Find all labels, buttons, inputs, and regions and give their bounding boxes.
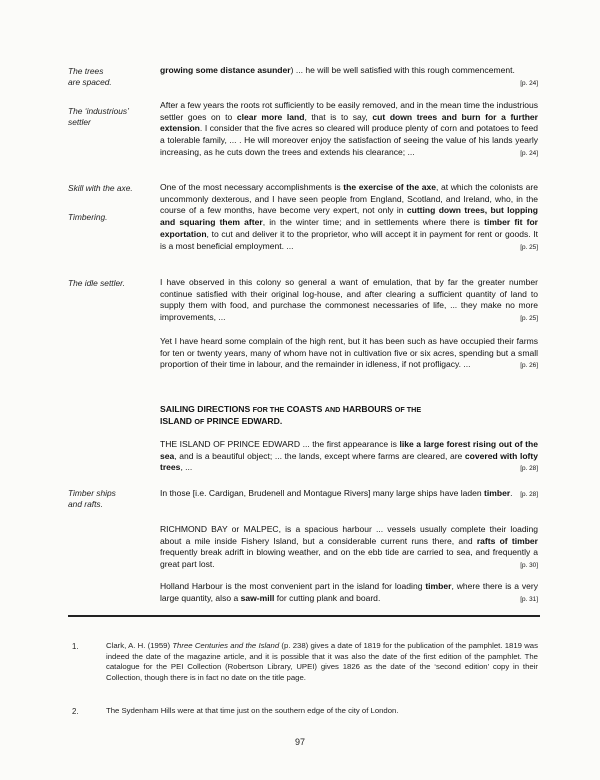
text-run: , at which the colonists are uncommonly dexterous, and I have seen people from England, Scotland, and Ireland, who, in the course of a few months, have become very expert, not only in [160,182,538,216]
text-run: , to cut and deliver it to the proprietor, who will accept it in payment for rent or goods. It is a most beneficial employment. ... [160,228,538,251]
paragraph [160,277,538,324]
margin-note-timbering: Timbering. [68,212,108,222]
text-run: , where there is a very large quantity, also a [160,581,538,603]
text-run: Yet I have heard some complain of the high rent, but it has been such as have occupied their farms for ten or twenty years, many of whom have not in cultivation five or six acres, spending but a small proportion of their time in labour, and the remainder in idleness, if not profligacy. ... [160,336,538,370]
bold-text: clear more land [236,111,305,122]
bold-text: cut down trees and burn for a further extension [160,111,538,134]
bold-text: growing some distance asunder [160,65,291,75]
margin-note-skill-axe: Skill with the axe. [68,183,133,193]
text-run: In those [i.e. Cardigan, Brudenell and Montague Rivers] many large ships have laden [160,488,485,498]
page-reference: [p. 25] [520,315,538,323]
margin-note-trees-spaced: The trees are spaced. [68,66,112,87]
text-run: , in the winter time; and in settlements where there is [262,217,485,228]
bold-text: covered with lofty trees [160,450,538,473]
italic-title: Three Centuries and the Island [172,641,280,650]
text-run: One of the most necessary accomplishments is [160,182,344,192]
text-run: Clark, A. H. (1959) [106,641,173,650]
text-run: , ... [180,462,193,473]
text-run: RICHMOND BAY or MALPEC, is a spacious harbour ... vessels usually complete their loading about a mile inside Fishery Island, but a considerable current runs there, and [160,524,538,546]
page-reference: [p. 28] [520,465,538,473]
section-heading: SAILING DIRECTIONS FOR THE COASTS AND HARBOURS OF THE ISLAND OF PRINCE EDWARD. [160,404,422,426]
paragraph [160,65,538,88]
footnote-divider [68,615,540,617]
text-run: After a few years the roots rot sufficiently to be easily removed, and in the mean time the industrious settler goes on to [160,100,538,122]
margin-note-timber-ships: Timber ships and rafts. [68,488,116,509]
text-run: I have observed in this colony so general a want of emulation, that by far the greater number continue satisfied with their original log-house, and after clearing a sufficient quantity of land to supply them with food, and purchase the commonest necessaries of life, ... they make no more improvements, ... [160,277,538,323]
page-reference: [p. 24] [520,149,538,157]
bold-text: timber [425,581,452,591]
paragraph [160,488,538,500]
text-run: The Sydenham Hills were at that time just on the southern edge of the city of London. [106,706,399,715]
text-run: . [510,488,513,498]
text-run: frequently break adrift in blowing weather, and on the ebb tide are carried to sea, and frequently a great part lost. [160,547,538,570]
bold-text: like a large forest rising out of the sea [160,439,538,461]
page-reference: [p. 28] [520,491,538,498]
page-reference: [p. 26] [520,362,538,370]
page-reference: [p. 30] [520,562,538,570]
margin-note-industrious-settler: The ‘industrious’ settler [68,106,129,127]
paragraph [160,439,538,474]
paragraph [160,524,538,571]
bold-text: saw-mill [240,592,275,603]
paragraph [160,100,538,159]
bold-text: rafts of timber [476,535,539,546]
footnote-number: 2. [72,707,79,716]
footnote-text [106,641,538,683]
margin-note-idle-settler: The idle settler. [68,278,125,288]
bold-text: timber [484,488,511,498]
text-run: , that is to say, [304,111,373,122]
page-number: 97 [294,737,305,747]
text-run: Holland Harbour is the most convenient part in the island for loading [160,581,426,591]
page-reference: [p. 25] [520,243,538,251]
text-run: , and is a beautiful object; ... the lands, except where farms are cleared, are [174,450,465,461]
text-run: (p. 238) gives a date of 1819 for the publication of the pamphlet. 1819 was indeed the date of the magazine article, and it is possible that it was also the date of the first edition of the pamphlet. The catalogue for the PEI Collection (Robertson Library, UPEI) gives 1826 as the date of the ‘second edition’ copy in their Collection, though there is in fact no date on the title page. [106,641,538,682]
bold-text: timber fit for exportation [160,217,538,239]
bold-text: the exercise of the axe [343,182,436,192]
text-run: ) ... he will be well satisfied with this rough commencement. [290,65,515,75]
footnote-number: 1. [72,642,79,651]
paragraph [160,336,538,371]
paragraph [160,581,538,604]
page-reference: [p. 24] [520,79,538,87]
footnote-text [106,706,538,717]
text-run: THE ISLAND OF PRINCE EDWARD ... the first appearance is [160,439,400,449]
bold-text: cutting down trees, but lopping and squaring them after [160,205,538,228]
paragraph [160,182,538,252]
text-run: . I consider that the five acres so cleared will produce plenty of corn and potatoes to feed a tolerable family, ... . He will moreover enjoy the satisfaction of seeing the value of his lands yearly increasing, as he cuts down the trees and extends his clearance; ... [160,123,538,157]
text-run: for cutting plank and board. [274,592,381,603]
page-reference: [p. 31] [520,595,538,603]
